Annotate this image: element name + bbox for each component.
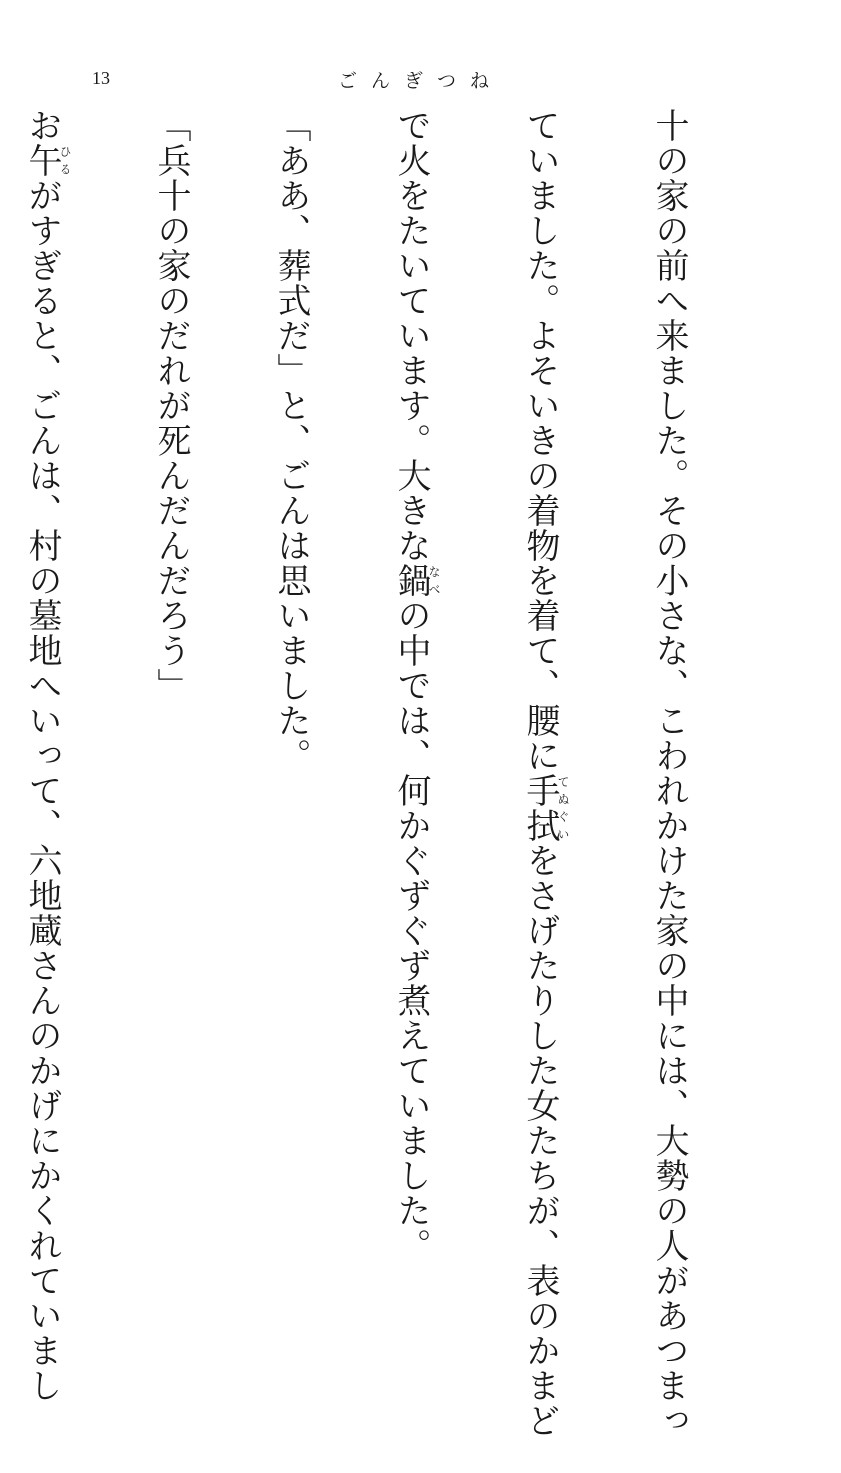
ruby-annotation: 手拭てぬぐい — [520, 773, 570, 843]
text-line: 「兵十の家のだれが死んだんだろう」 — [151, 108, 191, 703]
text-line: お午ひるがすぎると、ごんは、村の墓地へいって、六地蔵さんのかげにかくれていまし — [22, 108, 72, 1403]
body-text — [22, 108, 769, 1438]
text-line: ていました。よそいきの着物を着て、腰に手拭てぬぐいをさげたりした女たちが、表のかまど — [520, 108, 570, 1438]
ruby-annotation: 鍋なべ — [391, 563, 441, 598]
running-title: ごんぎつね — [337, 70, 503, 92]
page-number: 13 — [92, 68, 110, 88]
text-line: 十の家の前へ来ました。その小さな、こわれかけた家の中には、大勢の人があつまっ — [649, 108, 689, 1438]
text-line: 「ああ、葬式だ」と、ごんは思いました。 — [271, 108, 311, 773]
text-line: で火をたいています。大きな鍋なべの中では、何かぐずぐず煮えていました。 — [391, 108, 441, 1263]
ruby-annotation: 午ひる — [22, 143, 72, 178]
